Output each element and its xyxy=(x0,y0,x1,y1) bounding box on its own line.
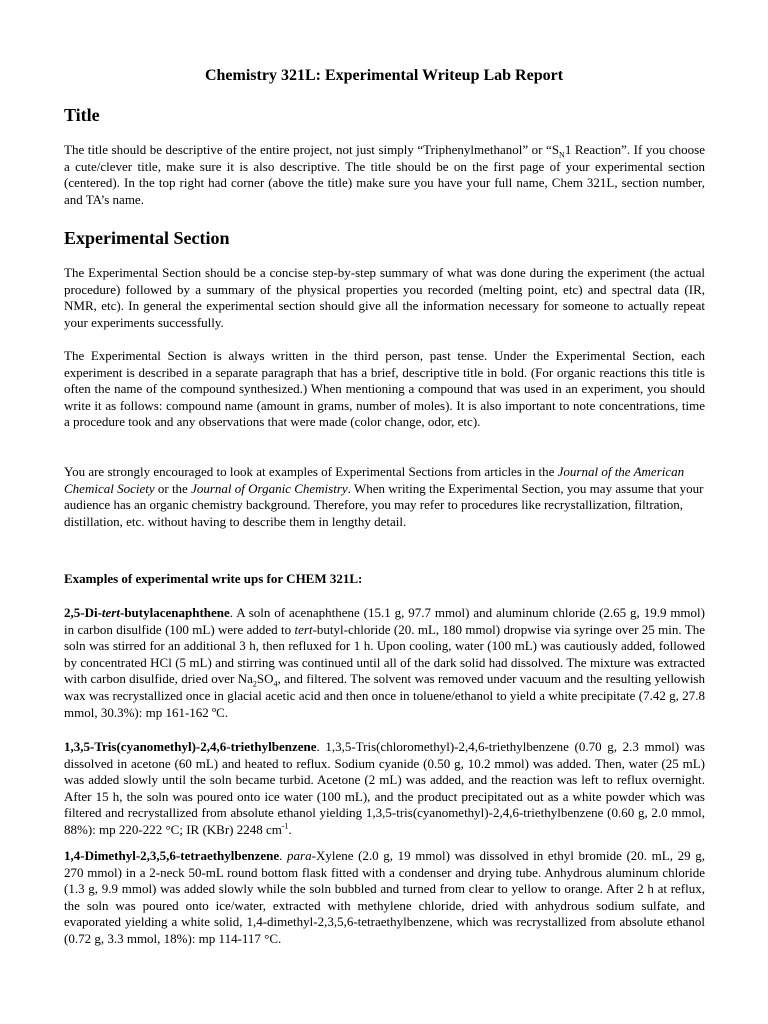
section-heading-experimental: Experimental Section xyxy=(64,228,230,248)
document-title: Chemistry 321L: Experimental Writeup Lab Report xyxy=(204,67,564,84)
title-section-paragraph: The title should be descriptive of the entire project, not just simply “Triphenylmethanol” or “$S_N1$ Reaction”. If you choose a cute/clever title, make sure it is also descriptive. The title should be on the first page of your experimental section (centered). In the top right had corner (above the title) make sure you have your full name, Chem 321L, section number, and TA’s name. xyxy=(64,142,705,207)
example-1-title: 2,5-Di-tert-butylacenaphthene xyxy=(64,605,230,620)
section-heading-title: Title xyxy=(64,105,100,125)
experimental-paragraph-3: You are strongly encouraged to look at examples of Experimental Sections from articles in the Journal of the American Chemical Society or the Journal of Organic Chemistry. When writing the Experimental Section, you may assume that your audience has an organic chemistry background. Therefore, you may refer to procedures like recrystallization, filtration, distillation, etc. without having to describe them in lengthy detail. xyxy=(64,464,704,529)
example-3-title: 1,4-Dimethyl-2,3,5,6-tetraethylbenzene xyxy=(64,848,280,863)
example-3-paragraph: 1,4-Dimethyl-2,3,5,6-tetraethylbenzene. para-Xylene (2.0 g, 19 mmol) was dissolved in ethyl bromide (20. mL, 29 g, 270 mmol) in a 2-neck 50-mL round bottom flask fitted with a condenser and drying tube. Anhydrous aluminum chloride (1.3 g, 9.9 mmol) was added slowly while the soln bubbled and turned from clear to yellow to orange. After 2 h at reflux, the soln was poured onto ice/water, extracted with methylene chloride, dried with anhydrous sodium sulfate, and evaporated yielding a white solid, 1,4-dimethyl-2,3,5,6-tetraethylbenzene, which was recrystallized from absolute ethanol (0.72 g, 3.3 mmol, 18%): mp 114-117 °C. xyxy=(64,848,705,946)
examples-heading: Examples of experimental write ups for CHEM 321L: xyxy=(64,571,363,586)
journal-joc: Journal of Organic Chemistry xyxy=(191,480,348,496)
experimental-paragraph-2: The Experimental Section is always written in the third person, past tense. Under the Experimental Section, each experiment is described in a separate paragraph that has a brief, descriptive title in bold. (For organic reactions this title is often the name of the compound synthesized.) When mentioning a compound that was used in an experiment, you should write it as follows: compound name (amount in grams, number of moles). It is also important to note concentrations, time a procedure took and any observations that were made (color change, odor, etc). xyxy=(64,348,705,430)
journal-jacs: Journal of the American Chemical Society xyxy=(64,464,685,496)
example-2-paragraph: 1,3,5-Tris(cyanomethyl)-2,4,6-triethylbenzene. 1,3,5-Tris(chloromethyl)-2,4,6-triethylbenzene (0.70 g, 2.3 mmol) was dissolved in acetone (60 mL) and heated to reflux. Sodium cyanide (0.50 g, 10.2 mmol) was added. Then, water (25 mL) was added slowly until the soln became turbid. Acetone (2 mL) was added, and the reaction was left to reflux overnight. After 15 h, the soln was poured onto ice water (100 mL), and the product precipitated out as a white powder which was filtered and recrystallized from absolute ethanol yielding 1,3,5-tris(cyanomethyl)-2,4,6-triethylbenzene (0.60 g, 2.0 mmol, 88%): mp 220-222 °C; IR (KBr) 2248 $cm^{-1}$. xyxy=(64,739,705,837)
example-2-title: 1,3,5-Tris(cyanomethyl)-2,4,6-triethylbenzene xyxy=(64,739,317,754)
example-1-paragraph: 2,5-Di-tert-butylacenaphthene. A soln of acenaphthene (15.1 g, 97.7 mmol) and aluminum chloride (2.65 g, 19.9 mmol) in carbon disulfide (100 mL) were added to tert-butyl-chloride (20. mL, 180 mmol) dropwise via syringe over 25 min. The soln was stirred for an additional 3 h, then refluxed for 1 h. Upon cooling, water (100 mL) was cautiously added, followed by concentrated HCl (5 mL) and stirring was continued until all of the dark solid had dissolved. The mixture was extracted with carbon disulfide, dried over $Na_2SO_4$, and filtered. The solvent was removed under vacuum and the resulting yellowish wax was recrystallized once in glacial acetic acid and then once in toluene/ethanol to yield a white precipitate (7.42 g, 27.8 mmol, 30.3%): mp 161-162 ºC. xyxy=(64,605,705,720)
experimental-paragraph-1: The Experimental Section should be a concise step-by-step summary of what was done during the experiment (the actual procedure) followed by a summary of the physical properties you recorded (melting point, etc) and spectral data (IR, NMR, etc). In general the experimental section should give all the information necessary for someone to actually repeat your experiments successfully. xyxy=(64,265,705,330)
